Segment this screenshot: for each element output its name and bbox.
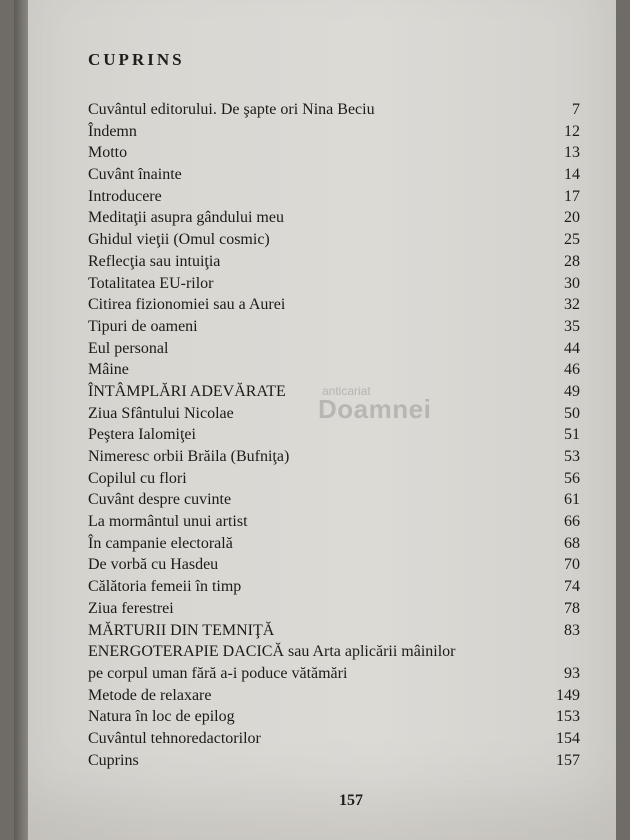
toc-entry-page: 12 [564,122,580,140]
toc-entry-title: Nimeresc orbii Brăila (Bufniţa) [88,448,290,465]
toc-entry-page: 32 [564,296,580,314]
table-of-contents [88,99,580,771]
toc-entry-title: Meditaţii asupra gândului meu [88,209,284,227]
toc-entry-title: pe corpul uman fără a-i poduce vătămări [88,664,348,682]
book-page [14,0,616,840]
toc-entry-page: 50 [564,404,580,422]
toc-entry [88,598,580,620]
toc-entry [88,164,580,186]
toc-entry-title: Metode de relaxare [88,686,212,704]
toc-entry [88,620,580,642]
toc-entry [88,273,580,295]
toc-entry-page: 93 [564,664,580,682]
toc-entry [88,294,580,316]
toc-entry-title: Tipuri de oameni [88,317,198,335]
toc-entry-title: Cuvânt înainte [88,166,182,184]
toc-entry-page: 78 [564,599,580,617]
toc-entry [88,533,580,555]
toc-entry [88,511,580,533]
toc-entry-title: Natura în loc de epilog [88,708,235,726]
toc-entry [88,251,580,273]
watermark-top-text: anticariat [322,384,371,398]
toc-entry-page: 153 [556,708,580,726]
toc-entry-title: Cuvântul editorului. De şapte ori Nina Beciu [88,101,375,118]
toc-entry-title: Citirea fizionomiei sau a Aurei [88,296,286,314]
toc-entry [88,121,580,143]
toc-entry [88,576,580,598]
toc-entry-title: În campanie electorală [88,534,233,552]
toc-entry-page: 154 [556,729,580,747]
toc-entry-page: 70 [564,556,580,574]
toc-entry-page: 46 [564,361,580,379]
toc-entry-title: ENERGOTERAPIE DACICĂ sau Arta aplicării mâinilor [88,643,456,661]
toc-entry [88,142,580,164]
toc-entry-title: MĂRTURII DIN TEMNIŢĂ [88,621,275,639]
toc-entry [88,685,580,707]
toc-entry [88,186,580,208]
toc-entry-page: 61 [564,491,580,509]
toc-entry-title: Peştera Ialomiţei [88,426,196,444]
toc-entry-page: 30 [564,274,580,292]
toc-entry [88,381,580,403]
toc-entry-page: 13 [564,144,580,162]
spine-shadow [14,0,28,840]
toc-entry-title: Cuvânt despre cuvinte [88,491,232,509]
toc-entry-page: 74 [564,578,580,596]
toc-entry-title: Ziua ferestrei [88,599,174,617]
toc-entry-title: Ghidul vieţii (Omul cosmic) [88,231,270,249]
toc-entry-page: 157 [556,751,580,769]
toc-entry [88,359,580,381]
toc-entry-title: Ziua Sfântului Nicolae [88,404,234,422]
toc-entry [88,229,580,251]
toc-entry-page: 149 [556,686,580,704]
toc-entry-title: Totalitatea EU-rilor [88,274,214,292]
toc-entry-title: Mâine [88,361,129,379]
toc-entry-title: Introducere [88,187,162,205]
toc-entry-page: 28 [564,252,580,270]
toc-entry-page: 35 [564,317,580,335]
watermark-main-text: Doamnei [318,394,432,424]
toc-entry [88,750,580,772]
toc-entry [88,338,580,360]
toc-entry-title: Eul personal [88,339,169,357]
toc-entry [88,207,580,229]
toc-entry [88,641,580,663]
toc-entry-page: 7 [572,101,580,118]
toc-entry-page: 68 [564,534,580,552]
toc-entry-page: 20 [564,209,580,227]
toc-entry-page: 49 [564,382,580,400]
toc-entry-title: La mormântul unui artist [88,513,248,531]
toc-entry [88,99,580,121]
toc-entry [88,468,580,490]
toc-entry-title: Îndemn [88,122,137,140]
toc-entry [88,554,580,576]
toc-entry [88,663,580,685]
toc-entry [88,316,580,338]
toc-entry-title: Călătoria femeii în timp [88,578,242,596]
toc-entry-page: 66 [564,513,580,531]
toc-entry-page: 51 [564,426,580,444]
toc-entry-title: Motto [88,144,128,162]
toc-entry-title: Cuvântul tehnoredactorilor [88,729,261,747]
toc-entry [88,424,580,446]
toc-entry [88,706,580,728]
toc-entry-page: 25 [564,231,580,249]
toc-entry-title: Cuprins [88,751,139,769]
toc-entry-page: 14 [564,166,580,184]
toc-entry-title: Reflecţia sau intuiţia [88,252,221,270]
page-title: CUPRINS [88,50,185,69]
toc-entry-page: 83 [564,621,580,639]
toc-entry [88,489,580,511]
toc-entry-page: 44 [564,339,580,357]
toc-entry [88,728,580,750]
toc-entry [88,403,580,425]
toc-entry-title: ÎNTÂMPLĂRI ADEVĂRATE [88,382,286,400]
page-number: 157 [339,792,363,809]
toc-entry-page: 53 [564,448,580,465]
toc-entry-page: 56 [564,469,580,487]
toc-entry [88,446,580,468]
toc-entry-title: De vorbă cu Hasdeu [88,556,219,574]
toc-entry-page: 17 [564,187,580,205]
toc-entry-title: Copilul cu flori [88,469,187,487]
